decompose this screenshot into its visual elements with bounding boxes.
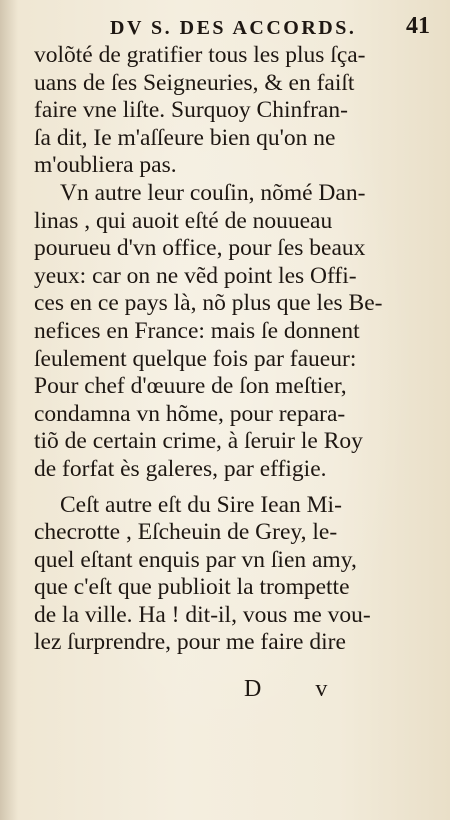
text-line: nefices en France: mais ſe donnent — [34, 317, 360, 344]
text-line: ces en ce pays là, nõ plus que les Be- — [34, 290, 383, 317]
text-line: tiõ de certain crime, à ſeruir le Roy — [34, 428, 363, 455]
paragraph-start-line: Ceſt autre eſt du Sire Iean Mi- — [60, 491, 342, 518]
text-line: Pour chef d'œuure de ſon meſtier, — [34, 373, 347, 400]
text-line: pourueu d'vn office, pour ſes beaux — [34, 235, 366, 262]
page-gutter-shadow — [0, 0, 18, 820]
text-line: linas , qui auoit eſté de nouueau — [34, 207, 333, 234]
text-line: quel eſtant enquis par vn ſien amy, — [34, 546, 357, 573]
page-number: 41 — [406, 13, 430, 39]
text-line: de forfat ès galeres, par effigie. — [34, 455, 327, 482]
text-line: yeux: car on ne vẽd point les Offi- — [34, 262, 357, 289]
text-line: m'oubliera pas. — [34, 152, 177, 179]
text-line: uans de ſes Seigneuries, & en faiſt — [34, 69, 355, 96]
text-line: ſa dit, Ie m'aſſeure bien qu'on ne — [34, 124, 336, 151]
text-line: volõté de gratifier tous les plus ſça- — [34, 42, 366, 68]
text-line: lez ſurprendre, pour me faire dire — [34, 629, 346, 656]
body-text — [34, 42, 434, 657]
text-line: que c'eſt que publioit la trompette — [34, 574, 350, 601]
signature-mark: D v — [244, 676, 352, 702]
text-line: ſeulement quelque fois par faueur: — [34, 345, 357, 372]
text-line: condamna vn hõme, pour repara- — [34, 400, 346, 427]
text-line: de la ville. Ha ! dit-il, vous me vou- — [34, 601, 371, 628]
running-head: DV S. DES ACCORDS. — [110, 17, 357, 39]
text-line: faire vne liſte. Surquoy Chinfran- — [34, 97, 348, 124]
page-header — [110, 6, 430, 40]
text-line: checrotte , Eſcheuin de Grey, le- — [34, 519, 338, 546]
paragraph-start-line: Vn autre leur couſin, nõmé Dan- — [60, 179, 366, 206]
